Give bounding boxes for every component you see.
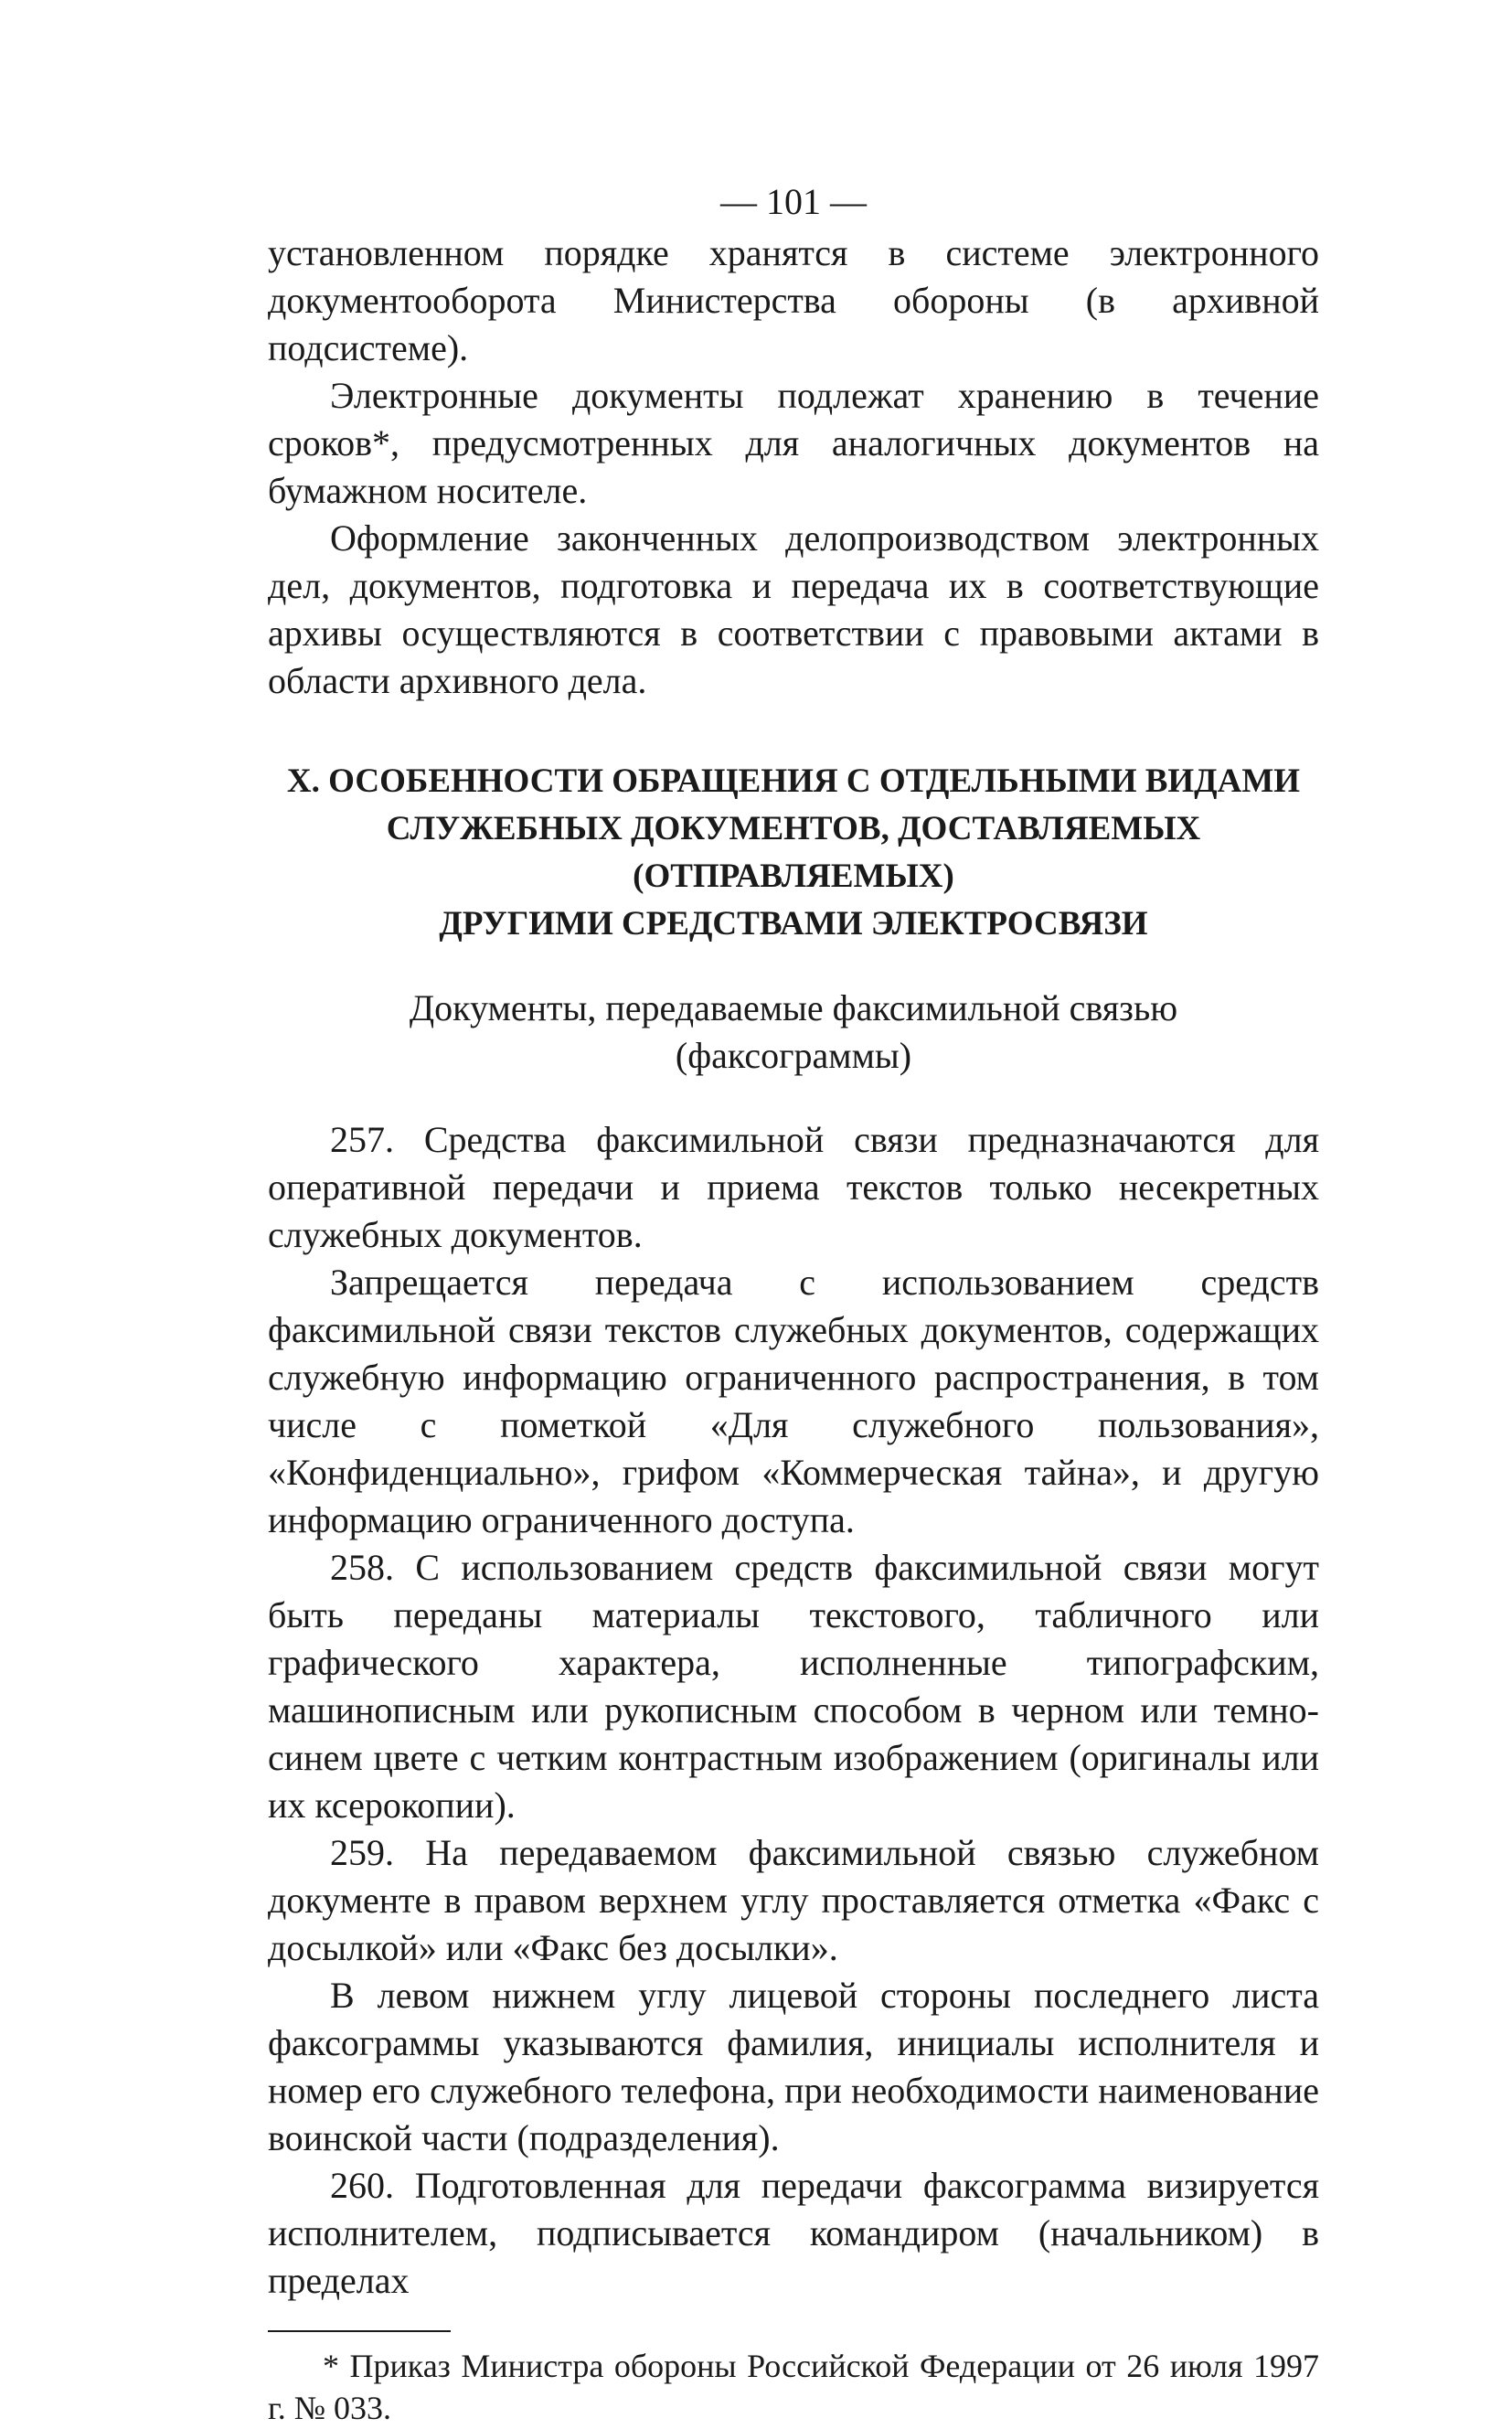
- paragraph-259: 259. На передаваемом факсимильной связью служебном документе в правом верхнем углу проставляется отметка «Факс с досылкой» или «Факс без досылки».: [268, 1832, 1319, 1968]
- page-number: — 101 —: [720, 181, 867, 222]
- paragraph-257: 257. Средства факсимильной связи предназначаются для оперативной передачи и приема текстов только несекретных служебных документов.: [268, 1119, 1319, 1255]
- footnote-divider: [268, 2330, 451, 2332]
- paragraph-258: 258. С использованием средств факсимильной связи могут быть переданы материалы текстового, табличного или графического характера, исполненные типографским, машинописным или рукописным способом в черном или темно-синем цвете с четким контрастным изображением (оригиналы или их ксерокопии).: [268, 1547, 1319, 1826]
- document-page: [268, 178, 1319, 2429]
- section-heading: [268, 758, 1319, 948]
- paragraph-continuation: установленном порядке хранятся в системе электронного документооборота Министерства обороны (в архивной подсистеме).: [268, 232, 1319, 368]
- paragraph-executor-info: В левом нижнем углу лицевой стороны последнего листа факсограммы указываются фамилия, инициалы исполнителя и номер его служебного телефона, при необходимости наименование воинской части (подразделения).: [268, 1975, 1319, 2158]
- subheading: [268, 985, 1319, 1080]
- section-heading-line: СЛУЖЕБНЫХ ДОКУМЕНТОВ, ДОСТАВЛЯЕМЫХ (ОТПРАВЛЯЕМЫХ): [386, 810, 1201, 895]
- section-heading-line: ДРУГИМИ СРЕДСТВАМИ ЭЛЕКТРОСВЯЗИ: [439, 905, 1148, 943]
- paragraph-260: 260. Подготовленная для передачи факсограмма визируется исполнителем, подписывается командиром (начальником) в пределах: [268, 2165, 1319, 2301]
- subheading-line: (факсограммы): [675, 1035, 912, 1076]
- section-heading-line: X. ОСОБЕННОСТИ ОБРАЩЕНИЯ С ОТДЕЛЬНЫМИ ВИДАМИ: [286, 762, 1301, 800]
- footnote: * Приказ Министра обороны Российской Федерации от 26 июля 1997 г. № 033.: [268, 2348, 1319, 2426]
- paragraph-prohibition: Запрещается передача с использованием средств факсимильной связи текстов служебных документов, содержащих служебную информацию ограниченного распространения, в том числе с пометкой «Для служебного пользования», «Конфиденциально», грифом «Коммерческая тайна», и другую информацию ограниченного доступа.: [268, 1262, 1319, 1540]
- subheading-line: Документы, передаваемые факсимильной связью: [409, 987, 1178, 1028]
- paragraph-archive-transfer: Оформление законченных делопроизводством электронных дел, документов, подготовка и передача их в соответствующие архивы осуществляются в соответствии с правовыми актами в области архивного дела.: [268, 517, 1319, 701]
- paragraph-electronic-storage: Электронные документы подлежат хранению в течение сроков*, предусмотренных для аналогичных документов на бумажном носителе.: [268, 375, 1319, 511]
